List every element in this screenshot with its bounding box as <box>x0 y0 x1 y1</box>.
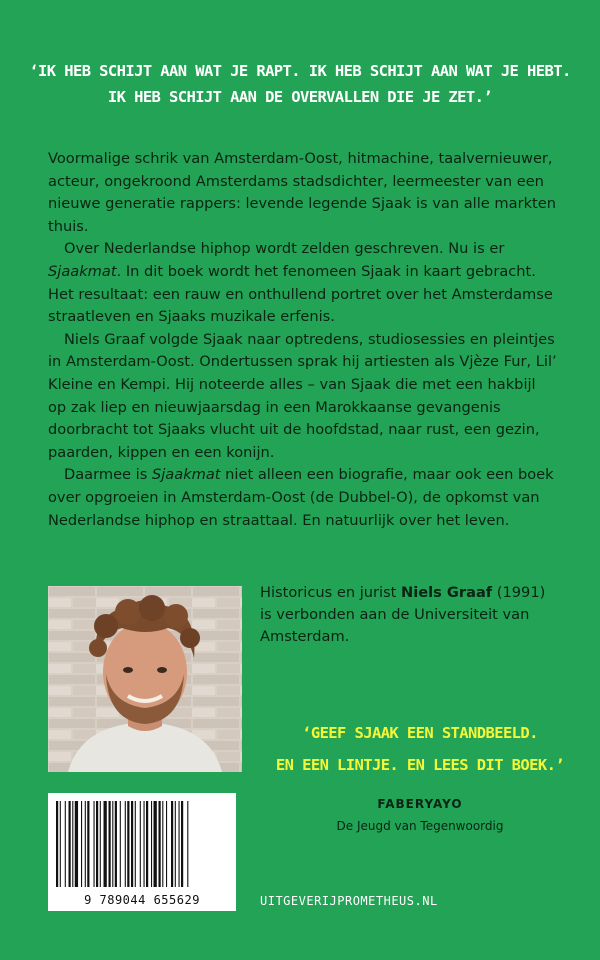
blurb-paragraph-2 <box>48 238 558 328</box>
barcode-bar <box>154 801 157 887</box>
endorsement-line-2: EN EEN LINTJE. EN LEES DIT BOEK.’ <box>275 756 565 774</box>
barcode-bar <box>104 801 107 887</box>
barcode-bar <box>162 801 163 887</box>
blurb <box>48 148 558 532</box>
endorsement-line-1: ‘GEEF SJAAK EEN STANDBEELD. <box>302 724 538 742</box>
blurb-p4-text-a: Daarmee is <box>64 466 152 484</box>
barcode-bar <box>131 801 133 887</box>
barcode-bar <box>175 801 176 887</box>
barcode-bar <box>166 801 167 887</box>
barcode-bar <box>187 801 188 887</box>
barcode-bar <box>125 801 126 887</box>
barcode-bar <box>72 801 73 887</box>
barcode-bar <box>69 801 71 887</box>
barcode-bar <box>75 801 78 887</box>
isbn-number: 9 789044 655629 <box>84 893 200 907</box>
author-name: Niels Graaf <box>401 584 493 601</box>
book-title: Sjaakmat <box>151 466 221 484</box>
barcode-bar <box>112 801 113 887</box>
barcode-bar <box>109 801 111 887</box>
barcode-bar <box>181 801 183 887</box>
blurb-paragraph-4 <box>48 464 558 532</box>
barcode-bar <box>94 801 95 887</box>
endorsement-author-affiliation: De Jeugd van Tegenwoordig <box>336 819 504 833</box>
barcode-bar <box>81 801 82 887</box>
barcode-bar <box>159 801 161 887</box>
barcode-bar <box>65 801 66 887</box>
barcode-bars <box>54 801 230 889</box>
barcode-bar <box>87 801 89 887</box>
barcode-bar <box>60 801 61 887</box>
barcode-bar <box>127 801 129 887</box>
top-quote <box>0 58 600 110</box>
barcode-bar <box>171 801 173 887</box>
top-quote-line-1: ‘IK HEB SCHIJT AAN WAT JE RAPT. IK HEB SCHIJT AAN WAT JE HEBT. <box>29 62 571 80</box>
blurb-p2-text-a: Over Nederlandse hiphop wordt zelden geschreven. Nu is er <box>64 240 505 258</box>
barcode-bar <box>100 801 101 887</box>
blurb-p2-text-b: . In dit boek wordt het fenomeen Sjaak in kaart gebracht. Het resultaat: een rauw en onthullend portret over het Amsterdamse straatleven en Sjaaks muzikale erfenis. <box>48 262 553 326</box>
author-photo <box>48 586 242 772</box>
barcode-bar <box>144 801 145 887</box>
author-bio <box>260 582 560 648</box>
barcode-bar <box>96 801 98 887</box>
barcode-bar <box>146 801 148 887</box>
barcode-bar <box>140 801 141 887</box>
bio-suffix: (1991) is verbonden aan de Universiteit van Amsterdam. <box>260 584 546 645</box>
barcode-bar <box>115 801 117 887</box>
blurb-p4-text-b: niet alleen een biografie, maar ook een boek over opgroeien in Amsterdam-Oost (de Dubbel-O), de opkomst van Nederlandse hiphop en straattaal. En natuurlijk over het leven. <box>48 466 554 529</box>
endorsement-quote <box>255 717 585 781</box>
blurb-paragraph-3: Niels Graaf volgde Sjaak naar optredens, studiosessies en pleintjes in Amsterdam-Oost. Ondertussen sprak hij artiesten als Vjèze Fur, Lil’ Kleine en Kempi. Hij noteerde alles – van Sjaak die met een hakbijl op zak liep en nieuwjaarsdag in een Marokkaanse gevangenis doorbracht tot Sjaaks vlucht uit de hoofdstad, naar rust, een gezin, paarden, kippen en een konijn. <box>48 330 557 461</box>
barcode-bar <box>135 801 136 887</box>
bio-prefix: Historicus en jurist <box>260 584 402 601</box>
barcode-bar <box>179 801 180 887</box>
endorsement-author: FABERYAYO <box>377 797 463 811</box>
blurb-paragraph-1: Voormalige schrik van Amsterdam-Oost, hitmachine, taalvernieuwer, acteur, ongekroond Amsterdams stadsdichter, leermeester van een nieuwe generatie rappers: levende legende Sjaak is van alle markten thuis. <box>48 150 556 235</box>
top-quote-line-2: IK HEB SCHIJT AAN DE OVERVALLEN DIE JE ZET.’ <box>107 88 493 106</box>
publisher-website[interactable]: UITGEVERIJPROMETHEUS.NL <box>260 894 438 908</box>
barcode-bar <box>85 801 86 887</box>
barcode-bar <box>56 801 58 887</box>
book-title: Sjaakmat <box>48 262 117 280</box>
barcode <box>48 793 236 911</box>
barcode-bar <box>151 801 152 887</box>
barcode-bar <box>120 801 121 887</box>
